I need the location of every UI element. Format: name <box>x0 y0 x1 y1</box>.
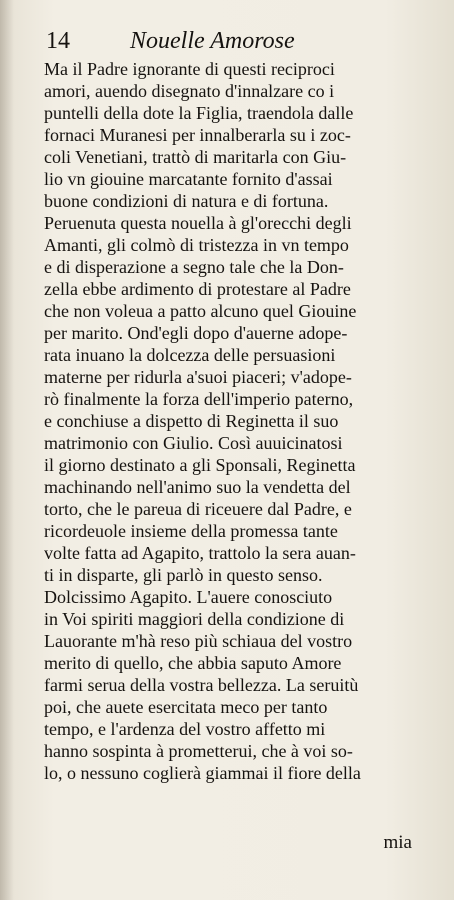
text-line: buone condizioni di natura e di fortuna. <box>44 191 329 211</box>
text-line: rò finalmente la forza dell'imperio paterno, <box>44 389 354 409</box>
text-line: che non voleua a patto alcuno quel Giouine <box>44 301 357 321</box>
text-line: ti in disparte, gli parlò in questo senso. <box>44 565 323 585</box>
text-line: Ma il Padre ignorante di questi reciproci <box>44 59 335 79</box>
text-line: e di disperazione a segno tale che la Don- <box>44 257 344 277</box>
body-text <box>44 58 436 784</box>
text-line: Dolcissimo Agapito. L'auere conosciuto <box>44 587 333 607</box>
text-line: puntelli della dote la Figlia, traendola dalle <box>44 103 354 123</box>
text-line: Lauorante m'hà reso più schiaua del vostro <box>44 631 353 651</box>
text-line: matrimonio con Giulio. Così auuicinatosi <box>44 433 343 453</box>
text-line: rata inuano la dolcezza delle persuasioni <box>44 345 336 365</box>
text-line: in Voi spiriti maggiori della condizione di <box>44 609 345 629</box>
text-line: lio vn giouine marcatante fornito d'assai <box>44 169 333 189</box>
text-line: poi, che auete esercitata meco per tanto <box>44 697 328 717</box>
text-line: il giorno destinato a gli Sponsali, Reginetta <box>44 455 356 475</box>
text-line: merito di quello, che abbia saputo Amore <box>44 653 342 673</box>
text-line: Amanti, gli colmò di tristezza in vn tempo <box>44 235 349 255</box>
text-line: amori, auendo disegnato d'innalzare co i <box>44 81 335 101</box>
text-line: tempo, e l'ardenza del vostro affetto mi <box>44 719 326 739</box>
text-line: coli Venetiani, trattò di maritarla con Giu- <box>44 147 347 167</box>
text-line: torto, che le pareua di riceuere dal Padre, e <box>44 499 352 519</box>
text-line: ricordeuole insieme della promessa tante <box>44 521 338 541</box>
text-line: lo, o nessuno coglierà giammai il fiore della <box>44 763 361 783</box>
text-line: fornaci Muranesi per innalberarla su i zoc- <box>44 125 351 145</box>
page-number: 14 <box>46 28 70 54</box>
running-head <box>26 28 426 56</box>
text-line: farmi serua della vostra bellezza. La seruitù <box>44 675 359 695</box>
text-line: machinando nell'animo suo la vendetta del <box>44 477 351 497</box>
text-line: zella ebbe ardimento di protestare al Padre <box>44 279 351 299</box>
text-line: Peruenuta questa nouella à gl'orecchi degli <box>44 213 352 233</box>
text-line: hanno sospinta à prometterui, che à voi so- <box>44 741 353 761</box>
gutter-shadow <box>0 0 14 900</box>
text-line: materne per ridurla a'suoi piaceri; v'adope- <box>44 367 352 387</box>
text-line: volte fatta ad Agapito, trattolo la sera auan- <box>44 543 356 563</box>
text-line: per marito. Ond'egli dopo d'auerne adope- <box>44 323 348 343</box>
text-line: e conchiuse a dispetto di Reginetta il suo <box>44 411 339 431</box>
catchword: mia <box>383 832 412 853</box>
running-title: Nouelle Amorose <box>130 28 295 54</box>
